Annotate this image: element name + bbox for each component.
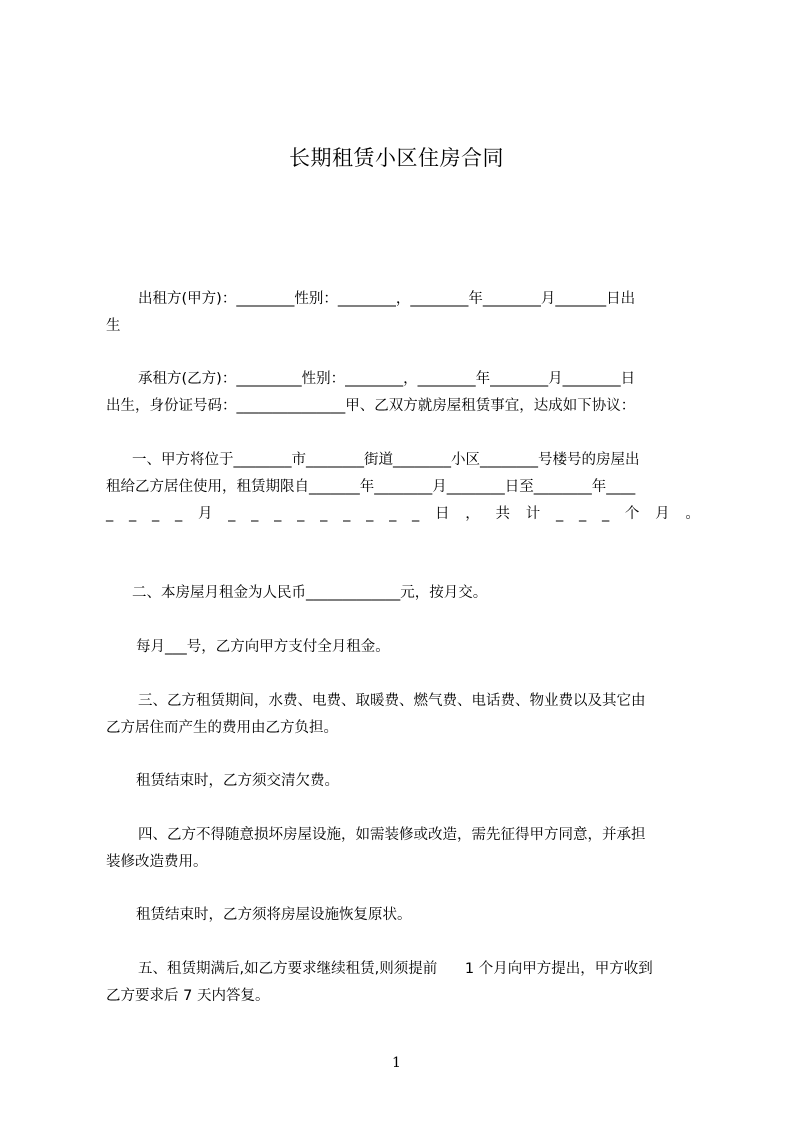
- char: _: [251, 506, 259, 522]
- clause-5-line-2: 乙方要求后 7 天内答复。: [106, 988, 270, 1004]
- char: ，: [465, 506, 480, 522]
- clause-3-line-1: 三、乙方租赁期间，水费、电费、取暖费、燃气费、电话费、物业费以及其它由: [138, 693, 646, 709]
- clause-4-line-1: 四、乙方不得随意损坏房屋设施，如需装修或改造，需先征得甲方同意，并承担: [138, 827, 646, 843]
- char: _: [106, 506, 114, 522]
- clause-1-line-1: 一、甲方将位于________市________街道________小区________号楼号的房屋出: [132, 452, 640, 468]
- char: 月: [655, 506, 670, 522]
- clause-5-line-1: 五、租赁期满后,如乙方要求继续租赁,则须提前 1 个月向甲方提出，甲方收到: [138, 961, 653, 977]
- clause-4-line-2: 装修改造费用。: [106, 854, 208, 870]
- clause-4-paragraph: [106, 822, 700, 876]
- party-a-paragraph: [106, 286, 700, 340]
- char: _: [228, 506, 236, 522]
- clause-1-line-2: 租给乙方居住使用，租赁期限自_______年________月________日至________年____: [106, 479, 636, 495]
- char: _: [151, 506, 160, 522]
- char: _: [128, 506, 137, 522]
- clause-1-line-3: [106, 501, 700, 528]
- party-b-line-1: 承租方(乙方)：_________性别：________，________年________月________日: [138, 371, 636, 387]
- page-title: 长期租赁小区住房合同: [289, 146, 504, 170]
- clause-4-restore-paragraph: [106, 902, 700, 929]
- char: _: [412, 506, 420, 522]
- char: 月: [197, 506, 213, 522]
- char: _: [297, 506, 305, 522]
- char: _: [555, 506, 564, 522]
- party-b-line-2: 出生，身份证号码：_______________甲、乙双方就房屋租赁事宜，达成如下协议：: [106, 398, 636, 414]
- char: _: [320, 506, 328, 522]
- char: _: [174, 506, 183, 522]
- party-a-line-1: 出租方(甲方)：________性别：________，________年________月_______日出: [138, 291, 636, 307]
- clause-3-paragraph: [106, 688, 700, 742]
- char: _: [366, 506, 374, 522]
- clause-2-payment-paragraph: [106, 634, 700, 661]
- clause-4-line-3: 租赁结束时，乙方须将房屋设施恢复原状。: [136, 907, 412, 923]
- clause-3-line-3: 租赁结束时，乙方须交清欠费。: [136, 773, 339, 789]
- char: _: [274, 506, 282, 522]
- party-b-paragraph: [106, 366, 700, 420]
- clause-2-line-2: 每月___号，乙方向甲方支付全月租金。: [136, 639, 390, 655]
- clause-2-paragraph: [106, 580, 700, 607]
- clause-2-line-1: 二、本房屋月租金为人民币_____________元，按月交。: [132, 585, 488, 601]
- clause-1-paragraph: [106, 447, 700, 528]
- char: 计: [525, 506, 541, 522]
- party-a-line-2: 生: [106, 318, 121, 334]
- char: _: [578, 506, 587, 522]
- page-number: 1: [392, 1055, 401, 1071]
- char: 日: [435, 506, 450, 522]
- char: _: [343, 506, 351, 522]
- char: 个: [624, 506, 640, 522]
- char: 共: [495, 506, 510, 522]
- char: _: [389, 506, 397, 522]
- clause-3-settlement-paragraph: [106, 768, 700, 795]
- char: 。: [685, 506, 700, 522]
- clause-3-line-2: 乙方居住而产生的费用由乙方负担。: [106, 720, 338, 736]
- char: _: [601, 506, 610, 522]
- clause-5-paragraph: [106, 956, 700, 1010]
